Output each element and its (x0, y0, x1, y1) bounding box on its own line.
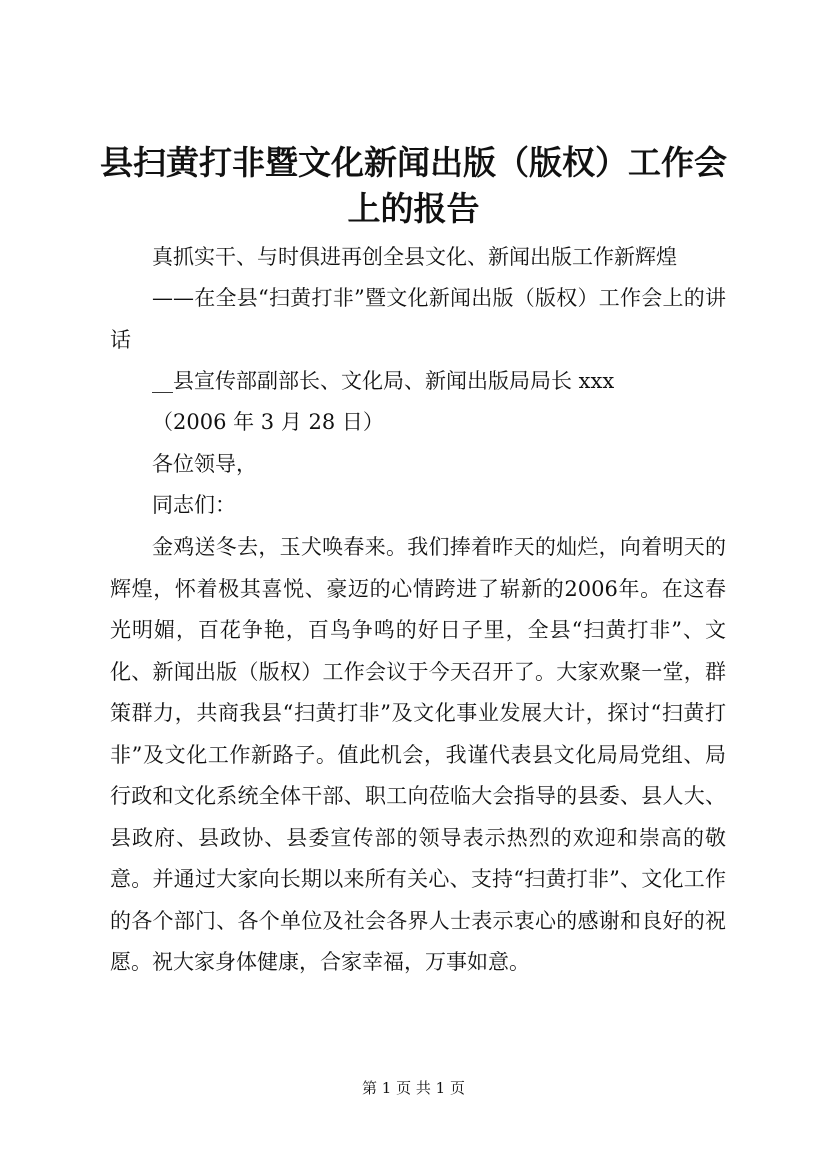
page-footer: 第 1 页 共 1 页 (362, 1079, 465, 1097)
speaker-line: __县宣传部副部长、文化局、新闻出版局局长 xxx (152, 369, 615, 393)
salutation-comrades: 同志们： (152, 493, 236, 517)
speech-date: （2006 年 3 月 28 日） (152, 410, 384, 434)
document-title: 县扫黄打非暨文化新闻出版（版权）工作会上的报告 (100, 143, 727, 228)
body-paragraph: 金鸡送冬去，玉犬唤春来。我们捧着昨天的灿烂，向着明天的辉煌，怀着极其喜悦、豪迈的心情跨进了崭新的2006年。在这春光明媚，百花争艳，百鸟争鸣的好日子里，全县“扫黄打非”、文化、新闻出版（版权）工作会议于今天召开了。大家欢聚一堂，群策群力，共商我县“扫黄打非”及文化事业发展大计，探讨“扫黄打非”及文化工作新路子。值此机会，我谨代表县文化局局党组、局行政和文化系统全体干部、职工向莅临大会指导的县委、县人大、县政府、县政协、县委宣传部的领导表示热烈的欢迎和崇高的敬意。并通过大家向长期以来所有关心、支持“扫黄打非”、文化工作的各个部门、各个单位及社会各界人士表示衷心的感谢和良好的祝愿。祝大家身体健康，合家幸福，万事如意。 (110, 535, 726, 974)
speech-occasion: ——在全县“扫黄打非”暨文化新闻出版（版权）工作会上的讲话 (110, 286, 726, 352)
salutation-leaders: 各位领导， (152, 452, 257, 476)
speech-subtitle: 真抓实干、与时俱进再创全县文化、新闻出版工作新辉煌 (152, 245, 677, 269)
